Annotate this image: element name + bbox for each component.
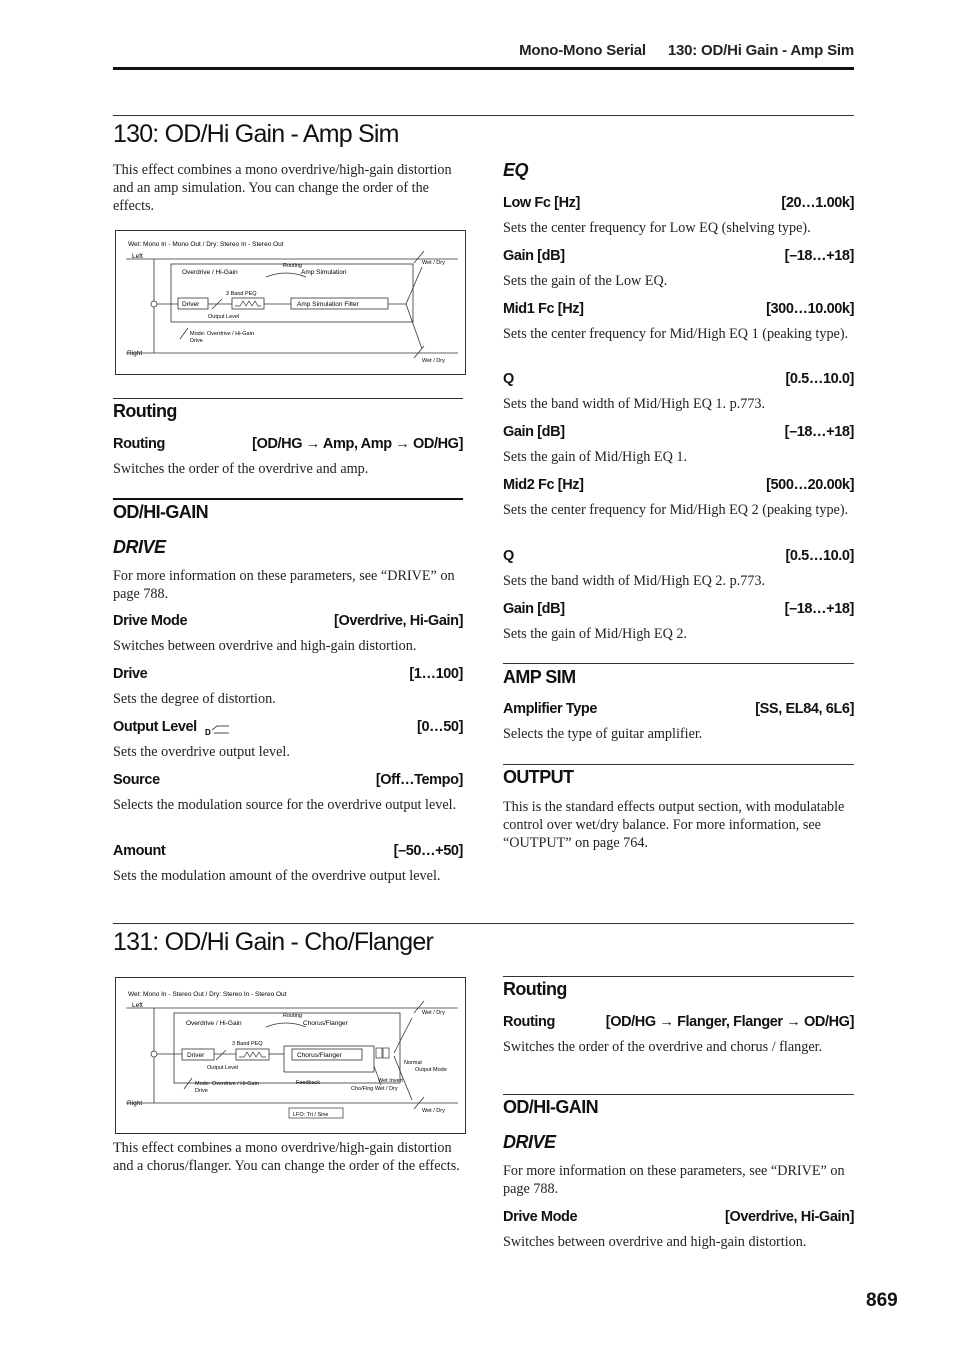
param-range: [20…1.00k]: [781, 195, 854, 211]
diagram-right-label: Right: [127, 350, 143, 357]
param-drive: Drive: [113, 666, 148, 682]
param-desc: Sets the center frequency for Mid/High EQ 1 (peaking type).: [503, 326, 849, 342]
param-desc: Sets the center frequency for Low EQ (shelving type).: [503, 220, 811, 236]
param-gain: Gain [dB]: [503, 248, 565, 264]
param-range: [Overdrive, Hi-Gain]: [334, 613, 463, 629]
diagram-driver-label: Driver: [187, 1052, 205, 1059]
diagram-130-svg: [116, 231, 465, 374]
param-amplifier-type: Amplifier Type: [503, 701, 598, 717]
dmod-icon: [205, 724, 231, 736]
effect-130-intro: This effect combines a mono overdrive/high-gain distortion and an amp simulation. You can change the order of the effects.: [113, 162, 452, 214]
diagram-wet-label: Wet / Dry: [422, 358, 445, 364]
param-desc: Sets the gain of Mid/High EQ 2.: [503, 626, 688, 642]
diagram-amp-label: Amp Simulation: [301, 269, 347, 276]
param-mid2-fc: Mid2 Fc [Hz]: [503, 477, 584, 493]
section-rule: [113, 923, 854, 924]
param-desc: Switches the order of the overdrive and amp.: [113, 461, 369, 477]
param-low-fc: Low Fc [Hz]: [503, 195, 580, 211]
section-rule: [113, 498, 463, 500]
section-rule: [503, 764, 854, 765]
diagram-left-label: Left: [132, 253, 143, 260]
diagram-cfbox-label: Chorus/Flanger: [297, 1052, 342, 1059]
param-mid1-fc: Mid1 Fc [Hz]: [503, 301, 584, 317]
header-section: Mono-Mono Serial: [519, 42, 646, 59]
section-rule: [503, 1094, 854, 1095]
param-range: [SS, EL84, 6L6]: [755, 701, 854, 717]
routing-heading: Routing: [503, 979, 567, 999]
diagram-drive-label: Drive: [195, 1088, 208, 1094]
param-desc: Selects the type of guitar amplifier.: [503, 726, 703, 742]
diagram-wet-label: Wet / Dry: [422, 260, 445, 266]
diagram-drive-label: Drive: [190, 338, 203, 344]
param-range: [300…10.00k]: [766, 301, 854, 317]
diagram-right-label: Right: [127, 1100, 143, 1107]
param-routing: Routing: [113, 436, 165, 452]
param-gain: Gain [dB]: [503, 601, 565, 617]
param-desc: Switches between overdrive and high-gain distortion.: [503, 1234, 807, 1250]
drive-subheading: DRIVE: [503, 1132, 556, 1152]
diagram-peq-label: 3 Band PEQ: [226, 291, 257, 297]
param-range: [Off…Tempo]: [375, 772, 463, 788]
diagram-131-svg: [116, 978, 465, 1133]
param-range: [0.5…10.0]: [785, 548, 854, 564]
diagram-driver-label: Driver: [182, 301, 200, 308]
param-desc: Selects the modulation source for the overdrive output level.: [113, 797, 457, 813]
diagram-peq-label: 3 Band PEQ: [232, 1041, 263, 1047]
diagram-io-label: Wet: Mono In - Stereo Out / Dry: Stereo In - Stereo Out: [128, 991, 287, 998]
param-desc: Sets the gain of the Low EQ.: [503, 273, 668, 289]
effect-131-block-diagram: [115, 977, 466, 1134]
running-header: [501, 42, 854, 59]
param-output-level: Output Level: [113, 719, 197, 735]
effect-131-title: 131: OD/Hi Gain - Cho/Flanger: [113, 928, 434, 956]
routing-heading: Routing: [113, 401, 177, 421]
param-source: Source: [113, 772, 160, 788]
diagram-cf-label: Chorus/Flanger: [303, 1020, 348, 1027]
param-routing-range: [OD/HG → Amp, Amp → OD/HG]: [252, 436, 463, 452]
diagram-wet-label: Wet / Dry: [422, 1010, 445, 1016]
effect-131-intro: This effect combines a mono overdrive/high-gain distortion and a chorus/flanger. You can change the order of the effects.: [113, 1140, 460, 1174]
param-routing-range: [OD/HG → Flanger, Flanger → OD/HG]: [605, 1014, 854, 1030]
diagram-od-label: Overdrive / Hi-Gain: [182, 269, 238, 276]
svg-text:D: D: [205, 728, 211, 736]
param-desc: Switches the order of the overdrive and chorus / flanger.: [503, 1039, 823, 1055]
diagram-od-label: Overdrive / Hi-Gain: [186, 1020, 242, 1027]
eq-subheading: EQ: [503, 160, 529, 180]
param-desc: Sets the center frequency for Mid/High EQ 2 (peaking type).: [503, 502, 849, 518]
param-range: [–50…+50]: [393, 843, 463, 859]
diagram-outmode-label: Output Mode: [415, 1067, 447, 1073]
section-rule: [113, 115, 854, 116]
diagram-cfwet-label: Cho/Flng Wet / Dry: [351, 1086, 398, 1092]
param-range: [–18…+18]: [784, 424, 854, 440]
param-desc: Sets the modulation amount of the overdrive output level.: [113, 868, 441, 884]
param-gain: Gain [dB]: [503, 424, 565, 440]
section-rule: [503, 976, 854, 977]
header-rule: [113, 67, 854, 70]
page-number: 869: [866, 1290, 898, 1311]
param-range: [–18…+18]: [784, 601, 854, 617]
output-desc: This is the standard effects output section, with modulatable control over wet/dry balance. For more information, see “OUTPUT” on page 764.: [503, 799, 845, 851]
param-drive-mode: Drive Mode: [113, 613, 188, 629]
param-q: Q: [503, 371, 514, 387]
param-drive-mode: Drive Mode: [503, 1209, 578, 1225]
diagram-mode-label: Mode: Overdrive / Hi-Gain: [195, 1081, 259, 1087]
param-routing: Routing: [503, 1014, 555, 1030]
diagram-normal-label: Normal: [404, 1060, 422, 1066]
diagram-lfo-label: LFO: Tri / Sine: [293, 1112, 329, 1118]
param-range: [500…20.00k]: [766, 477, 854, 493]
output-heading: OUTPUT: [503, 767, 574, 787]
param-q: Q: [503, 548, 514, 564]
param-desc: Sets the degree of distortion.: [113, 691, 276, 707]
param-range: [–18…+18]: [784, 248, 854, 264]
header-effect: 130: OD/Hi Gain - Amp Sim: [667, 42, 854, 59]
drive-intro: For more information on these parameters, see “DRIVE” on page 788.: [113, 568, 455, 602]
param-desc: Switches between overdrive and high-gain distortion.: [113, 638, 417, 654]
diagram-outlevel-label: Output Level: [207, 1065, 239, 1071]
param-range: [Overdrive, Hi-Gain]: [725, 1209, 854, 1225]
section-rule: [503, 663, 854, 664]
section-rule: [113, 398, 463, 399]
param-range: [0.5…10.0]: [785, 371, 854, 387]
param-range: [0…50]: [417, 719, 463, 735]
param-desc: Sets the overdrive output level.: [113, 744, 290, 760]
param-desc: Sets the band width of Mid/High EQ 1. p.773.: [503, 396, 766, 412]
odhg-heading: OD/HI-GAIN: [503, 1097, 598, 1117]
diagram-left-label: Left: [132, 1002, 143, 1009]
diagram-routing-label: Routing: [283, 263, 302, 269]
diagram-filter-label: Amp Simulation Filter: [297, 301, 359, 308]
ampsim-heading: AMP SIM: [503, 667, 576, 687]
diagram-mode-label: Mode: Overdrive / Hi-Gain: [190, 331, 254, 337]
diagram-wet-label: Wet / Dry: [422, 1108, 445, 1114]
diagram-routing-label: Routing: [283, 1013, 302, 1019]
diagram-feedback-label: Feedback: [296, 1080, 321, 1086]
param-amount: Amount: [113, 843, 166, 859]
diagram-io-label: Wet: Mono In - Mono Out / Dry: Stereo In - Stereo Out: [128, 241, 284, 248]
diagram-wetinvert-label: Wet Invert: [378, 1078, 403, 1084]
effect-130-title: 130: OD/Hi Gain - Amp Sim: [113, 120, 399, 148]
param-desc: Sets the gain of Mid/High EQ 1.: [503, 449, 688, 465]
param-desc: Sets the band width of Mid/High EQ 2. p.773.: [503, 573, 766, 589]
drive-intro: For more information on these parameters, see “DRIVE” on page 788.: [503, 1163, 845, 1197]
param-range: [1…100]: [409, 666, 463, 682]
diagram-outlevel-label: Output Level: [208, 314, 240, 320]
effect-130-block-diagram: [115, 230, 466, 375]
drive-subheading: DRIVE: [113, 537, 166, 557]
odhg-heading: OD/HI-GAIN: [113, 502, 208, 522]
